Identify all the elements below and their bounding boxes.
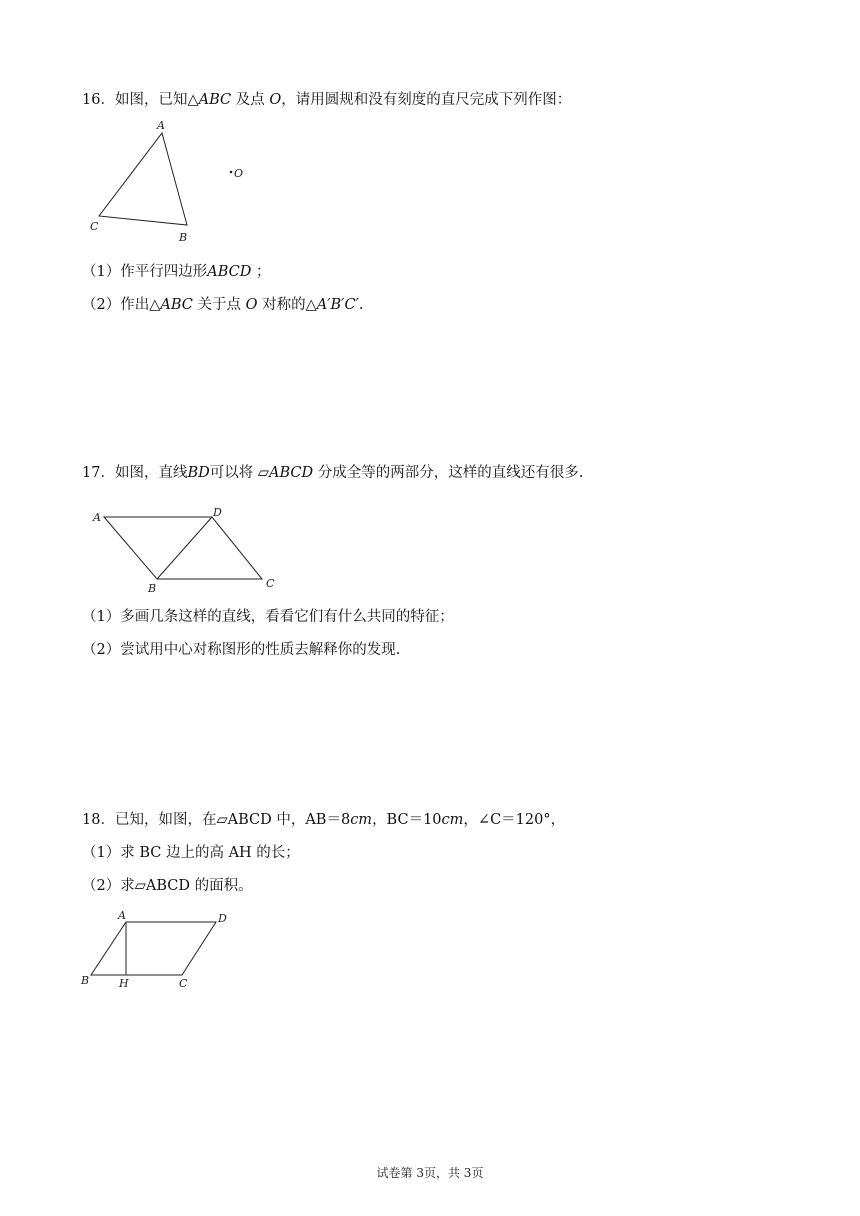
q17-part1: （1）多画几条这样的直线，看看它们有什么共同的特征； (82, 609, 454, 625)
q17-label-c: C (266, 577, 275, 590)
q17-number: 17． (82, 465, 115, 481)
q17-figure (90, 505, 290, 595)
q16-part2-triangle: △ABC (149, 297, 193, 313)
q16-part2-text-1: （2）作出 (82, 297, 150, 313)
q18-parallelogram-abcd (91, 922, 216, 975)
q18-part1: （1）求 BC 边上的高 AH 的长； (82, 845, 300, 861)
q16-label-c: C (90, 220, 99, 233)
q17-part2: （2）尝试用中心对称图形的性质去解释你的发现. (82, 642, 401, 658)
q16-part2 (82, 295, 363, 315)
q18-stem-text-3: ，∠C＝120°， (463, 812, 566, 828)
q18-stem-text-2: ，BC＝10 (372, 812, 442, 828)
q16-part2-point-o: O (245, 297, 258, 313)
q16-label-o: O (234, 167, 244, 180)
q16-part1-text-2: ； (255, 264, 271, 280)
q17-diagonal-bd (157, 517, 212, 579)
q17-parallelogram-abcd (104, 517, 262, 579)
q18-unit-2: cm (441, 812, 464, 828)
q17-stem-text-2: 可以将 (209, 465, 254, 481)
q17-label-b: B (148, 582, 157, 595)
q18-label-h: H (119, 977, 129, 990)
q16-triangle-abc (99, 133, 187, 225)
q16-part1-text-1: （1）作平行四边形 (82, 264, 208, 280)
q17-stem-text-1: 如图，直线 (114, 465, 188, 481)
q16-point-o-dot (230, 171, 233, 174)
q18-label-b: B (81, 974, 90, 987)
q18-unit-1: cm (350, 812, 373, 828)
q16-part2-period: . (358, 297, 364, 313)
q18-figure (78, 908, 238, 993)
q16-part2-text-2: 关于点 (197, 297, 241, 313)
q16-point-o: O (269, 92, 282, 108)
q16-part1 (82, 262, 270, 282)
q16-figure (80, 118, 280, 248)
q18-label-c: C (179, 977, 188, 990)
q16-part2-image-triangle: △A′B′C′ (305, 297, 359, 313)
q16-label-b: B (179, 231, 188, 244)
q16-stem-text-3: ，请用圆规和没有刻度的直尺完成下列作图： (281, 92, 572, 108)
q16-label-a: A (157, 119, 165, 132)
q18-label-d: D (218, 912, 227, 925)
q17-stem (82, 463, 583, 483)
q17-stem-text-3: 分成全等的两部分，这样的直线还有很多. (317, 465, 584, 481)
q16-stem (82, 90, 571, 110)
q18-stem-text-1: 18．已知，如图，在▱ABCD 中，AB＝8 (82, 812, 351, 828)
q17-line-bd: BD (187, 465, 210, 481)
q17-label-d: D (213, 506, 222, 519)
q18-stem (82, 810, 565, 830)
q16-stem-text-1: 如图，已知 (114, 92, 188, 108)
q18-part2: （2）求▱ABCD 的面积。 (82, 878, 253, 894)
q17-label-a: A (93, 511, 101, 524)
q16-triangle-name: △ABC (187, 92, 232, 108)
q16-stem-text-2: 及点 (235, 92, 265, 108)
q16-part1-abcd: ABCD (207, 264, 252, 280)
q16-part2-text-3: 对称的 (262, 297, 306, 313)
page-footer: 试卷第 3页，共 3页 (376, 1166, 484, 1180)
q18-label-a: A (118, 909, 126, 922)
q16-number: 16． (82, 92, 115, 108)
q17-parallelogram-name: ▱ABCD (257, 465, 314, 481)
